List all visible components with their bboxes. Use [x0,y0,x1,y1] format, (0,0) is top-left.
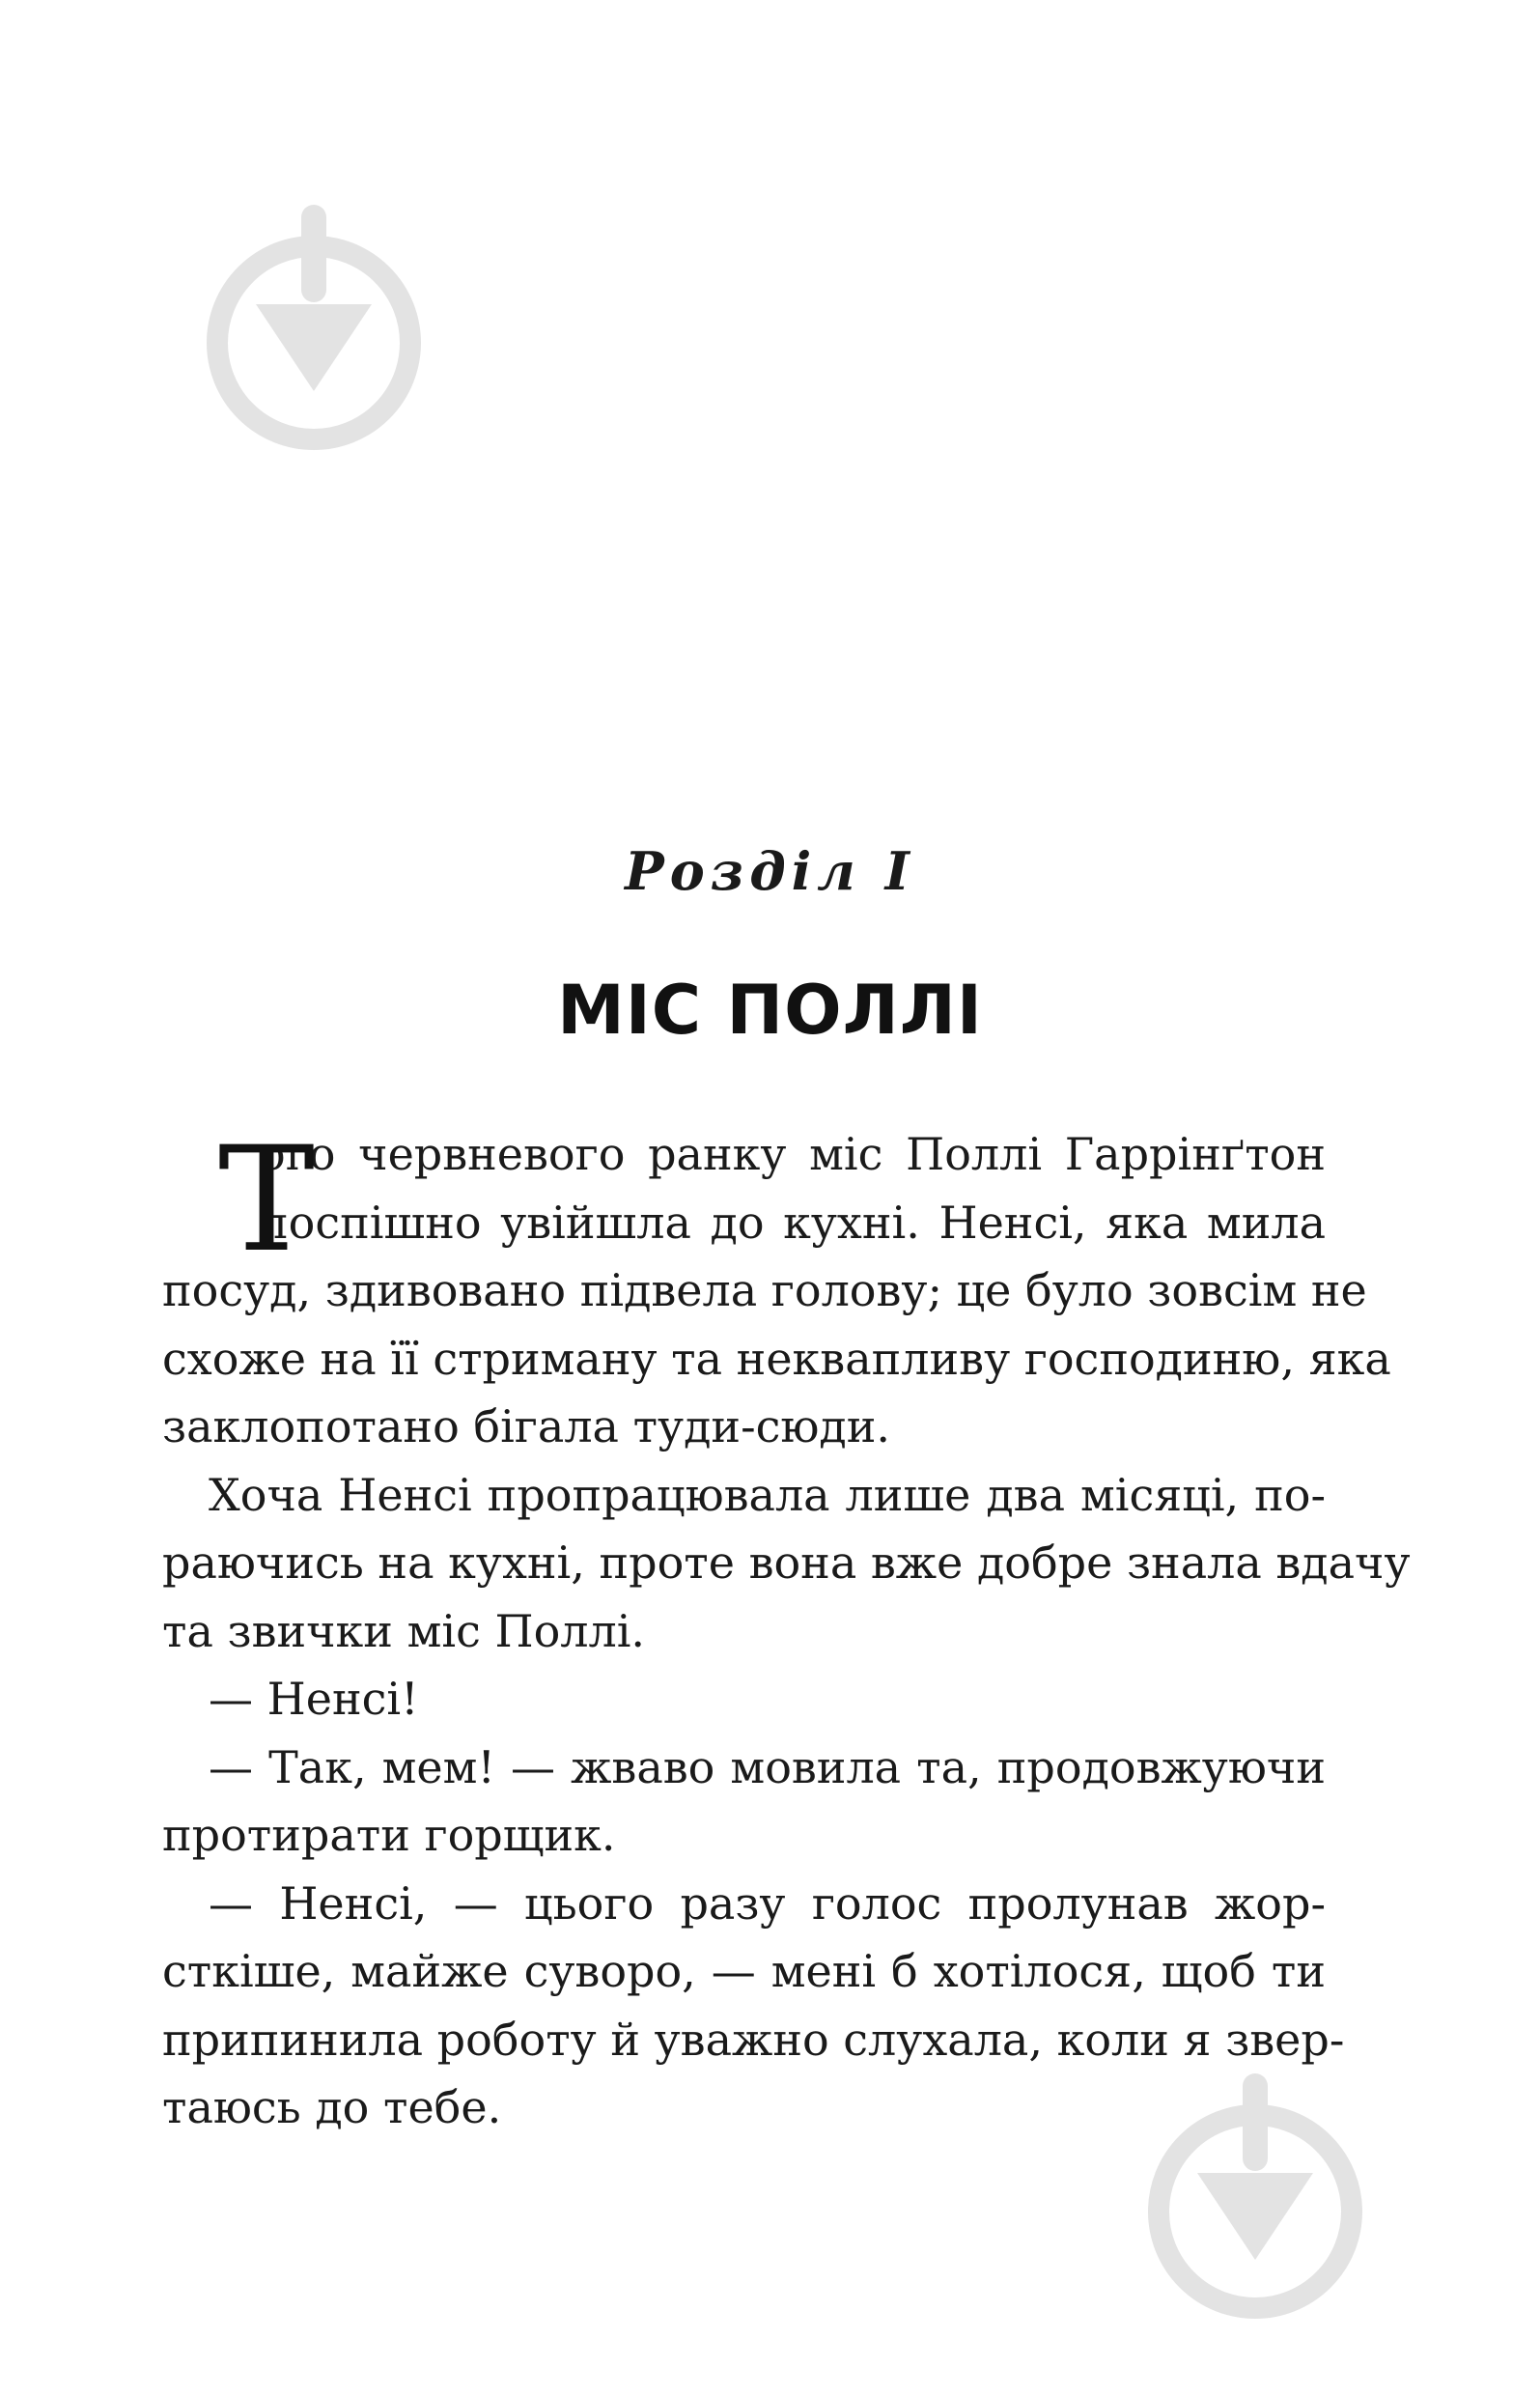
text-line: поспішно увійшла до кухні. Ненсі, яка мила [259,1196,1326,1249]
text-line: — Так, мем! — жваво мовила та, продовжуючи [209,1740,1326,1793]
chapter-label: Розділ І [625,840,915,902]
paragraph [162,1116,1391,1461]
text-line: — Ненсі, — цього разу голос пролунав жор- [209,1876,1326,1930]
watermark-logo-icon [203,198,425,459]
text-line: таюсь до тебе. [162,2081,502,2133]
paragraph [162,1734,1326,1870]
text-line: — Ненсі! [209,1673,419,1725]
text-line: раючись на кухні, проте вона вже добре знала вдачу [162,1536,1411,1589]
text-line: схоже на її стриману та неквапливу господиню, яка [162,1332,1391,1385]
text-line: та звички міс Поллі. [162,1604,646,1657]
text-line: сткіше, майже суворо, — мені б хотілося, щоб ти [162,1945,1326,1997]
text-line: Хоча Ненсі пропрацювала лише два місяці, по- [209,1468,1326,1521]
drop-cap: Т [218,1116,316,1284]
text-line: заклопотано бігала туди-сюди. [162,1400,891,1452]
text-line: ого червневого ранку міс Поллі Гаррінґтон [259,1128,1326,1180]
paragraph [162,1665,1326,1734]
chapter-title: МІС ПОЛЛІ [557,971,983,1050]
paragraph [162,1461,1411,1666]
chapter-text [162,1116,1411,2142]
paragraph [162,1870,1345,2142]
text-line: посуд, здивовано підвела голову; це було зовсім не [162,1264,1367,1316]
text-line: протирати горщик. [162,1809,616,1861]
text-line: припинила роботу й уважно слухала, коли я звер- [162,2013,1345,2066]
